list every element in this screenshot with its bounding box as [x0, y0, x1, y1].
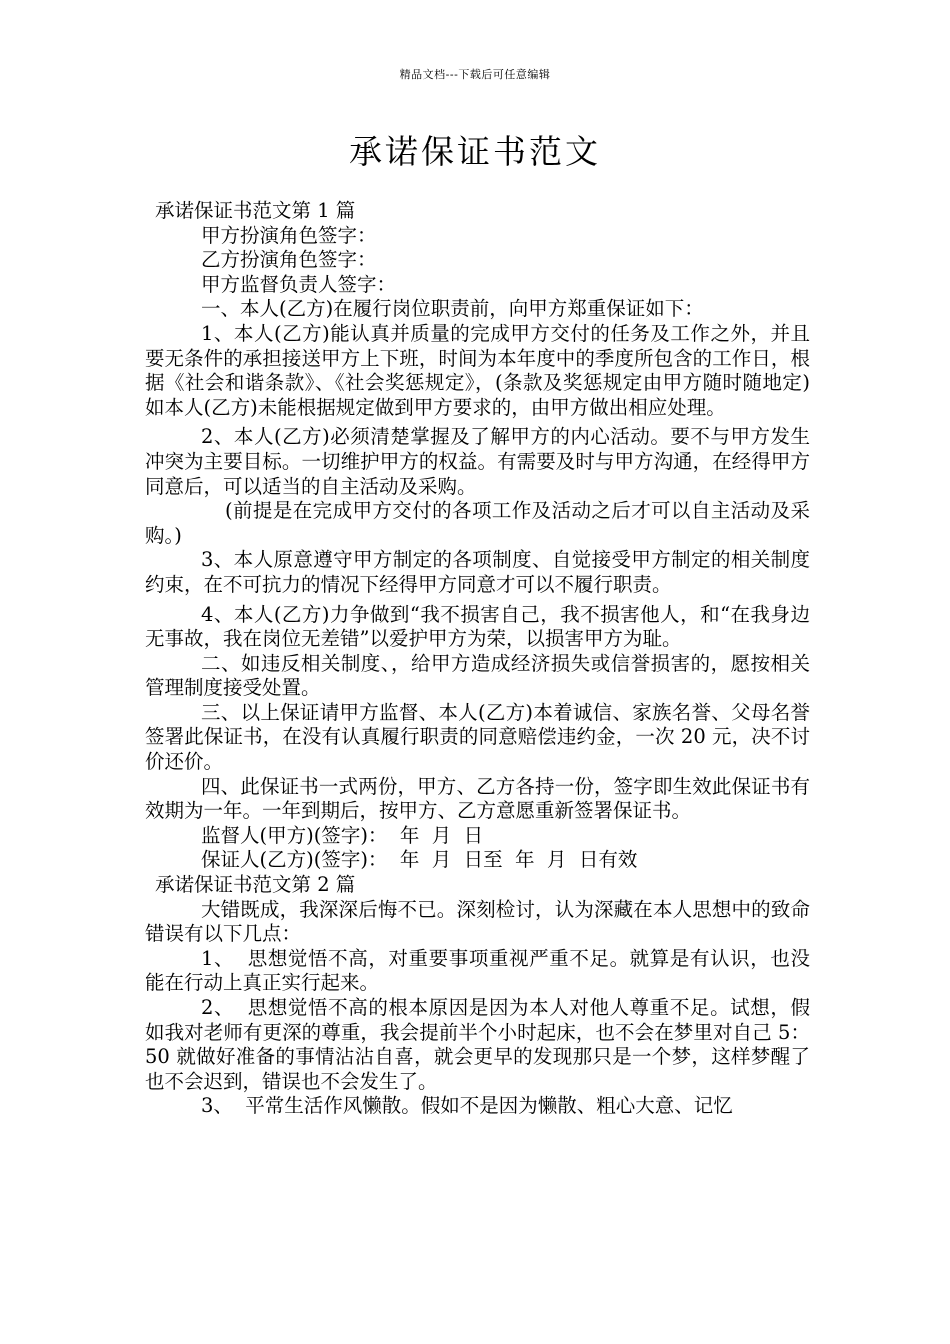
- paragraph: 大错既成，我深深后悔不已。深刻检讨，认为深藏在本人思想中的致命错误有以下几点：: [145, 897, 810, 946]
- paragraph: 三、以上保证请甲方监督、本人(乙方)本着诚信、家族名誉、父母名誉签署此保证书，在没有认真履行职责的同意赔偿违约金，一次 20 元，决不讨价还价。: [145, 700, 810, 774]
- paragraph: 二、如违反相关制度、，给甲方造成经济损失或信誉损害的，愿按相关管理制度接受处置。: [145, 651, 810, 700]
- clause-one-intro: 一、本人(乙方)在履行岗位职责前，向甲方郑重保证如下：: [201, 297, 704, 321]
- page-header-note: 精品文档---下载后可任意编辑: [399, 68, 551, 81]
- paragraph: 2、 思想觉悟不高的根本原因是因为本人对他人尊重不足。试想，假如我对老师有更深的尊重，我会提前半个小时起床，也不会在梦里对自己 5：50 就做好准备的事情沾沾自喜，就会更早的发现那只是一个梦，这样梦醒了也不会迟到，错误也不会发生了。: [145, 996, 810, 1093]
- paragraph: 四、此保证书一式两份，甲方、乙方各持一份，签字即生效此保证书有效期为一年。一年到期后，按甲方、乙方意愿重新签署保证书。: [145, 774, 810, 823]
- document-title: 承诺保证书范文: [349, 132, 601, 171]
- guarantor-signature-date: 保证人(乙方)(签字)： 年 月 日至 年 月 日有效: [201, 848, 638, 872]
- paragraph: 1、本人(乙方)能认真并质量的完成甲方交付的任务及工作之外，并且要无条件的承担接送甲方上下班，时间为本年度中的季度所包含的工作日，根据《社会和谐条款》、《社会奖惩规定》，(条款及奖惩规定由甲方随时随地定)如本人(乙方)未能根据规定做到甲方要求的，由甲方做出相应处理。: [145, 321, 810, 419]
- paragraph: 1、 思想觉悟不高，对重要事项重视严重不足。就算是有认识，也没能在行动上真正实行起来。: [145, 946, 810, 995]
- paragraph: 2、本人(乙方)必须清楚掌握及了解甲方的内心活动。要不与甲方发生冲突为主要目标。一切维护甲方的权益。有需要及时与甲方沟通，在经得甲方同意后，可以适当的自主活动及采购。: [145, 425, 810, 498]
- paragraph: (前提是在完成甲方交付的各项工作及活动之后才可以自主活动及采购。): [145, 499, 810, 547]
- signature-line-supervisor: 甲方监督负责人签字：: [201, 272, 397, 296]
- paragraph: 3、 平常生活作风懒散。假如不是因为懒散、粗心大意、记忆: [201, 1094, 733, 1118]
- section-heading-2: 承诺保证书范文第 2 篇: [155, 873, 356, 897]
- paragraph: 4、本人(乙方)力争做到“我不损害自己，我不损害他人，和“在我身边无事故，我在岗位无差错”以爱护甲方为荣，以损害甲方为耻。: [145, 602, 810, 651]
- signature-line-party-a: 甲方扮演角色签字：: [201, 223, 377, 247]
- section-heading-1: 承诺保证书范文第 1 篇: [155, 199, 356, 222]
- supervisor-signature-date: 监督人(甲方)(签字)： 年 月 日: [201, 823, 484, 847]
- signature-line-party-b: 乙方扮演角色签字：: [201, 248, 377, 272]
- document-body: [145, 199, 810, 1119]
- paragraph: 3、本人原意遵守甲方制定的各项制度、自觉接受甲方制定的相关制度约束，在不可抗力的情况下经得甲方同意才可以不履行职责。: [145, 548, 810, 596]
